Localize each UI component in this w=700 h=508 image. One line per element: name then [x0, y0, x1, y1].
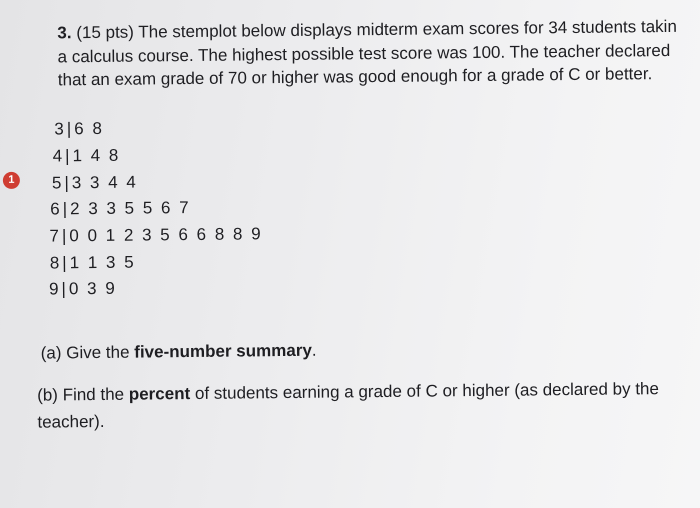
problem-line-2: a calculus course. The highest possible test score was 100. The teacher declared [57, 40, 671, 66]
stemplot-row: 5|3 3 4 4 [51, 172, 138, 193]
stemplot-row: 3|6 8 [54, 118, 104, 139]
stem-value: 3 [54, 119, 66, 139]
leaf-values: 6 8 [74, 118, 104, 139]
stem-value: 8 [49, 253, 62, 273]
stemplot-row: 7|0 0 1 2 3 5 6 6 8 8 9 [49, 224, 263, 246]
leaf-values: 0 3 9 [68, 278, 117, 299]
stem-value: 4 [52, 146, 65, 166]
stem-value: 5 [51, 173, 64, 193]
part-b-suffix: of students earning a grade of C or higher (as declared by the [190, 379, 660, 404]
leaf-values: 1 1 3 5 [69, 252, 136, 273]
stemplot-row: 6|2 3 3 5 5 6 7 [50, 198, 191, 219]
question-part-b [37, 375, 659, 436]
leaf-values: 2 3 3 5 5 6 7 [69, 198, 191, 219]
part-b-line-2: teacher). [37, 411, 105, 432]
annotation-badge[interactable]: 1 [3, 172, 20, 189]
leaf-values: 1 4 8 [72, 145, 121, 166]
question-part-a [41, 337, 317, 367]
stem-value: 9 [48, 279, 61, 299]
problem-statement [57, 14, 700, 91]
part-a-suffix: . [311, 340, 317, 360]
stem-value: 7 [49, 226, 62, 246]
stemplot-row: 8|1 1 3 5 [49, 252, 136, 273]
part-a-emphasis: five-number summary [134, 340, 312, 362]
problem-line-1-text: (15 pts) The stemplot below displays midterm exam scores for 34 students takin [76, 16, 677, 43]
part-a-prefix: (a) Give the [40, 342, 135, 363]
part-b-emphasis: percent [128, 384, 191, 404]
stemplot-row: 9|0 3 9 [48, 278, 117, 299]
leaf-values: 0 0 1 2 3 5 6 6 8 8 9 [69, 224, 263, 246]
problem-line-3: that an exam grade of 70 or higher was good enough for a grade of C or better. [57, 64, 653, 90]
problem-number: 3. [57, 23, 72, 43]
leaf-values: 3 3 4 4 [71, 172, 138, 193]
stemplot-row: 4|1 4 8 [52, 145, 121, 166]
part-b-prefix: (b) Find the [37, 384, 129, 405]
stem-value: 6 [50, 199, 62, 219]
